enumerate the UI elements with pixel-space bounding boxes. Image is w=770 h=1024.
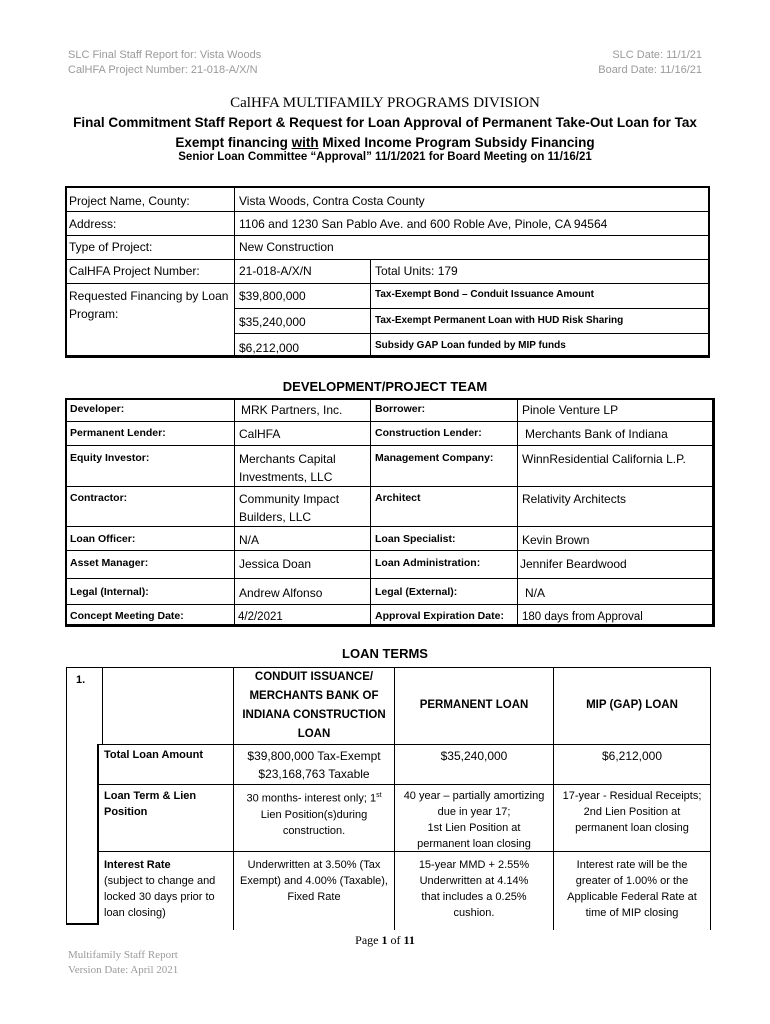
mip-interest-rate-line4: time of MIP closing	[585, 907, 679, 919]
divider	[67, 283, 708, 284]
financing-amount: $35,240,000	[239, 315, 306, 329]
financing-description: Tax-Exempt Permanent Loan with HUD Risk Sharing	[375, 315, 624, 326]
permanent-loan-term-line4: permanent loan closing	[417, 838, 531, 850]
ordinal-suffix: st	[376, 792, 382, 799]
architect-value: Relativity Architects	[522, 492, 627, 506]
financing-description: Tax-Exempt Bond – Conduit Issuance Amount	[375, 289, 594, 300]
footer-version-date: Version Date: April 2021	[68, 964, 179, 976]
divider	[67, 526, 713, 527]
divider	[370, 400, 371, 625]
equity-investor-line1: Merchants Capital	[239, 452, 336, 466]
divider	[99, 784, 711, 785]
concept-meeting-label: Concept Meeting Date:	[70, 610, 184, 622]
permanent-interest-rate-line3: that includes a 0.25%	[421, 891, 527, 903]
loan-terms-heading: LOAN TERMS	[342, 646, 428, 661]
permanent-interest-rate-line4: cushion.	[453, 907, 495, 919]
construction-loan-header-line2: MERCHANTS BANK OF	[249, 690, 379, 702]
committee-approval-line: Senior Loan Committee “Approval” 11/1/2021 for Board Meeting on 11/16/21	[178, 151, 592, 163]
total-construction-amount	[234, 747, 394, 783]
document-footer	[68, 948, 178, 978]
mip-loan-term-line2: 2nd Lien Position at	[583, 806, 681, 818]
permanent-interest-rate-line2: Underwritten at 4.14%	[419, 875, 529, 887]
contractor-line2: Builders, LLC	[239, 510, 312, 524]
borrower-value: Pinole Venture LP	[522, 403, 619, 417]
legal-external-label: Legal (External):	[375, 586, 458, 598]
address-value: 1106 and 1230 San Pablo Ave. and 600 Roble Ave, Pinole, CA 94564	[239, 217, 608, 231]
construction-loan-term-line1	[234, 788, 394, 807]
header-slc-date: SLC Date: 11/1/21	[612, 49, 702, 61]
divider	[235, 333, 708, 334]
permanent-loan-term-line1: 40 year – partially amortizing	[403, 790, 545, 802]
page-of: of	[387, 933, 404, 947]
loan-administration-label: Loan Administration:	[375, 557, 481, 569]
header-project-number: CalHFA Project Number: 21-018-A/X/N	[68, 64, 258, 76]
developer-value: MRK Partners, Inc.	[241, 403, 343, 417]
project-number-value: 21-018-A/X/N	[239, 264, 312, 278]
construction-lender-label: Construction Lender:	[375, 427, 482, 439]
concept-meeting-value: 4/2/2021	[238, 611, 283, 623]
divider	[234, 188, 235, 356]
header-report-for: SLC Final Staff Report for: Vista Woods	[68, 49, 262, 61]
loan-term-label	[104, 788, 196, 820]
contractor-line1: Community Impact	[239, 492, 340, 506]
report-title-line2-underlined: with	[291, 135, 319, 150]
asset-manager-value: Jessica Doan	[239, 557, 312, 571]
divider	[66, 923, 99, 925]
mip-loan-term-line3: permanent loan closing	[575, 822, 689, 834]
permanent-loan-term-line2: due in year 17;	[437, 806, 511, 818]
divider	[67, 486, 713, 487]
divider	[97, 744, 99, 924]
running-header-left	[68, 48, 261, 78]
loan-term-label-line2: Position	[104, 806, 148, 818]
divider	[517, 400, 518, 625]
construction-loan-term-text: 30 months- interest only; 1	[246, 792, 377, 805]
developer-label: Developer:	[70, 403, 125, 415]
management-company-value: WinnResidential California L.P.	[522, 452, 686, 466]
total-permanent-amount: $35,240,000	[440, 749, 508, 763]
permanent-interest-rate	[395, 857, 553, 921]
divider	[67, 421, 713, 422]
interest-rate-label-note2: locked 30 days prior to	[104, 891, 215, 903]
financing-label-line2: Program:	[69, 307, 119, 321]
financing-amount: $6,212,000	[239, 341, 300, 355]
financing-amount: $39,800,000	[239, 289, 306, 303]
legal-external-value: N/A	[525, 586, 546, 600]
construction-loan-header-line3: INDIANA CONSTRUCTION	[242, 709, 386, 721]
header-board-date: Board Date: 11/16/21	[598, 64, 702, 76]
loan-specialist-value: Kevin Brown	[522, 533, 590, 547]
divider	[67, 578, 713, 579]
project-type-value: New Construction	[239, 240, 334, 254]
mip-interest-rate-line1: Interest rate will be the	[576, 859, 688, 871]
equity-investor-value	[239, 450, 336, 486]
total-construction-tax-exempt: $39,800,000 Tax-Exempt	[247, 749, 381, 763]
running-header-right	[598, 48, 702, 78]
legal-internal-label: Legal (Internal):	[70, 586, 149, 598]
page-label: Page	[355, 933, 382, 947]
total-mip-amount: $6,212,000	[601, 749, 663, 763]
permanent-loan-header: PERMANENT LOAN	[419, 699, 529, 711]
project-name-label: Project Name, County:	[69, 194, 190, 208]
divider	[67, 259, 708, 260]
divider	[102, 667, 103, 744]
construction-loan-header-line1: CONDUIT ISSUANCE/	[254, 671, 374, 683]
divider	[67, 445, 713, 446]
permanent-lender-label: Permanent Lender:	[70, 427, 166, 439]
report-title-line1: Final Commitment Staff Report & Request for Loan Approval of Permanent Take-Out Loan for Tax	[73, 115, 697, 130]
approval-expiration-label: Approval Expiration Date:	[375, 610, 504, 622]
borrower-label: Borrower:	[375, 403, 426, 415]
permanent-loan-term-line3: 1st Lien Position at	[427, 822, 521, 834]
divider	[710, 667, 711, 930]
loan-term-label-line1: Loan Term & Lien	[104, 790, 197, 802]
mip-loan-term-line1: 17-year - Residual Receipts;	[562, 790, 702, 802]
mip-interest-rate-line2: greater of 1.00% or the	[575, 875, 689, 887]
legal-internal-value: Andrew Alfonso	[239, 586, 323, 600]
loan-specialist-label: Loan Specialist:	[375, 533, 456, 545]
loan-item-number: 1.	[76, 674, 86, 686]
total-loan-amount-label: Total Loan Amount	[104, 749, 203, 761]
financing-label-line1: Requested Financing by Loan	[69, 289, 229, 303]
construction-lender-value: Merchants Bank of Indiana	[525, 427, 668, 441]
loan-officer-label: Loan Officer:	[70, 533, 136, 545]
divider	[370, 284, 371, 357]
mip-loan-term	[554, 788, 710, 836]
financing-label	[69, 287, 228, 323]
divider	[370, 259, 371, 283]
divider	[67, 235, 708, 236]
page-current: 1	[381, 933, 388, 947]
permanent-loan-term	[395, 788, 553, 852]
divider	[234, 400, 235, 625]
permanent-interest-rate-line1: 15-year MMD + 2.55%	[418, 859, 530, 871]
total-units: Total Units: 179	[375, 264, 458, 278]
page-total: 11	[403, 933, 415, 947]
divider	[67, 211, 708, 212]
divider	[235, 308, 708, 309]
division-title: CalHFA MULTIFAMILY PROGRAMS DIVISION	[230, 95, 540, 111]
construction-loan-term	[234, 788, 394, 839]
divider	[67, 550, 713, 551]
construction-loan-term-line3: construction.	[282, 824, 346, 837]
construction-interest-rate-line3: Fixed Rate	[287, 891, 341, 903]
construction-interest-rate	[234, 857, 394, 905]
construction-loan-header	[234, 668, 394, 744]
project-number-label: CalHFA Project Number:	[69, 264, 200, 278]
approval-expiration-value: 180 days from Approval	[522, 611, 643, 623]
equity-investor-label: Equity Investor:	[70, 452, 150, 464]
construction-interest-rate-line1: Underwritten at 3.50% (Tax	[247, 859, 381, 871]
interest-rate-label-note1: (subject to change and	[104, 875, 216, 887]
divider	[67, 604, 713, 605]
report-title-line2-post: Mixed Income Program Subsidy Financing	[318, 135, 595, 150]
contractor-label: Contractor:	[70, 492, 128, 504]
construction-loan-header-line4: LOAN	[297, 728, 331, 740]
divider	[66, 667, 67, 925]
architect-label: Architect	[375, 492, 421, 504]
report-title	[0, 113, 770, 153]
interest-rate-label	[104, 857, 215, 921]
permanent-lender-value: CalHFA	[239, 427, 281, 441]
mip-loan-header: MIP (GAP) LOAN	[586, 699, 678, 711]
mip-interest-rate-line3: Applicable Federal Rate at	[567, 891, 697, 903]
report-title-line2-pre: Exempt financing	[175, 135, 292, 150]
divider	[99, 744, 711, 745]
interest-rate-label-title: Interest Rate	[104, 859, 171, 871]
construction-interest-rate-line2: Exempt) and 4.00% (Taxable),	[240, 875, 388, 887]
financing-description: Subsidy GAP Loan funded by MIP funds	[375, 340, 566, 351]
report-title-line2	[0, 133, 770, 153]
contractor-value	[239, 490, 339, 526]
mip-interest-rate	[554, 857, 710, 921]
project-type-label: Type of Project:	[69, 240, 153, 254]
interest-rate-label-note3: loan closing)	[104, 907, 166, 919]
total-construction-taxable: $23,168,763 Taxable	[258, 767, 370, 781]
footer-report-name: Multifamily Staff Report	[68, 949, 178, 961]
project-name-value: Vista Woods, Contra Costa County	[239, 194, 425, 208]
loan-officer-value: N/A	[239, 533, 260, 547]
equity-investor-line2: Investments, LLC	[239, 470, 333, 484]
construction-loan-term-line2: Lien Position(s)during	[260, 808, 368, 821]
loan-administration-value: Jennifer Beardwood	[520, 557, 627, 571]
address-label: Address:	[69, 217, 117, 231]
management-company-label: Management Company:	[375, 452, 494, 464]
asset-manager-label: Asset Manager:	[70, 557, 149, 569]
page-number	[0, 933, 770, 948]
team-heading: DEVELOPMENT/PROJECT TEAM	[282, 379, 488, 394]
